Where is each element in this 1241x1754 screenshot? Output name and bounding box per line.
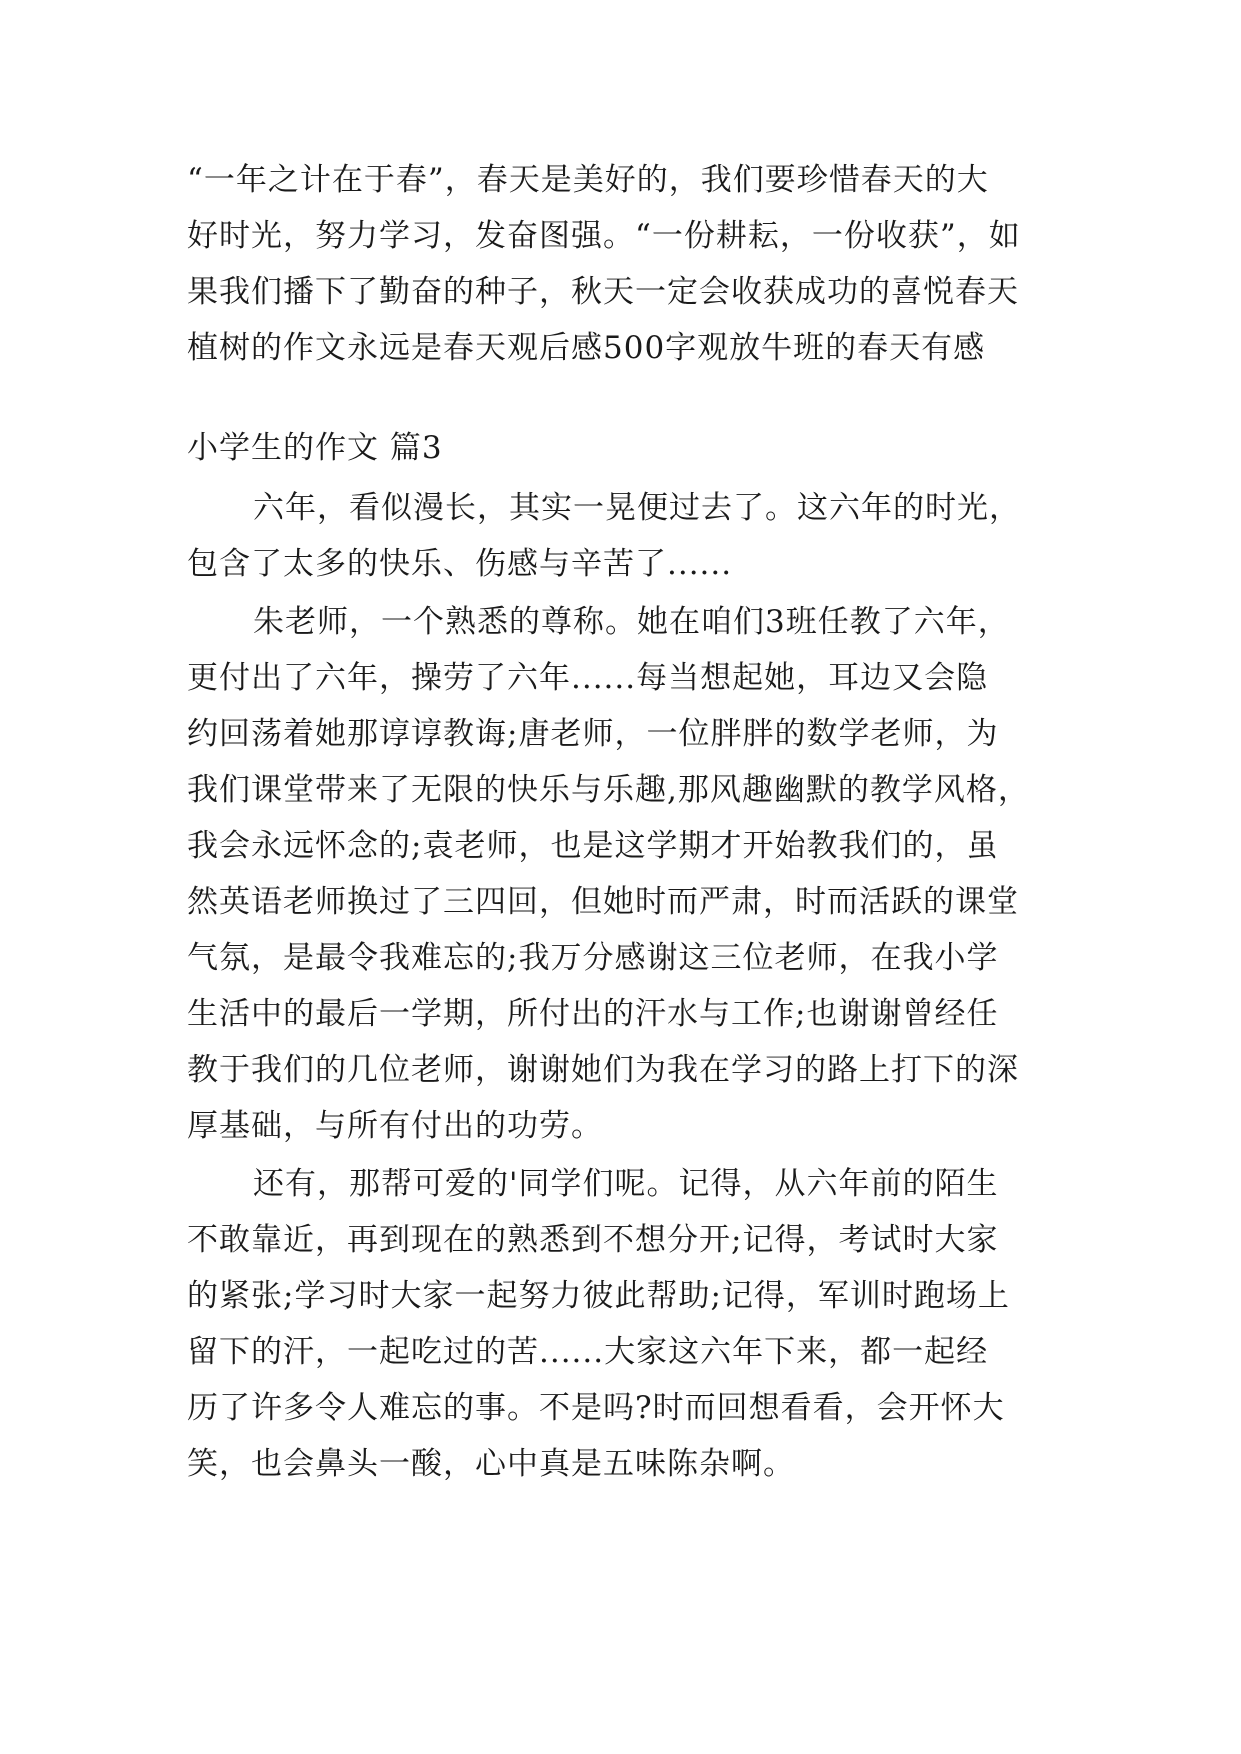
text-line: 还有，那帮可爱的'同学们呢。记得，从六年前的陌生 (253, 1166, 999, 1202)
text-line: 好时光，努力学习，发奋图强。“一份耕耘，一份收获”，如 (187, 218, 1021, 254)
text-line: 约回荡着她那谆谆教诲;唐老师，一位胖胖的数学老师，为 (187, 716, 999, 752)
text-line: 然英语老师换过了三四回，但她时而严肃，时而活跃的课堂 (187, 884, 1019, 920)
text-line: 朱老师，一个熟悉的尊称。她在咱们3班任教了六年， (253, 604, 1010, 640)
text-line: 留下的汗，一起吃过的苦......大家这六年下来，都一起经 (187, 1334, 989, 1370)
section-heading (187, 420, 1067, 476)
text-line: 果我们播下了勤奋的种子，秋天一定会收获成功的喜悦春天 (187, 274, 1019, 310)
text-line: 包含了太多的快乐、伤感与辛苦了...... (187, 546, 733, 582)
text-line: 教于我们的几位老师，谢谢她们为我在学习的路上打下的深 (187, 1052, 1019, 1088)
text-line: 不敢靠近，再到现在的熟悉到不想分开;记得，考试时大家 (187, 1222, 999, 1258)
text-line: 厚基础，与所有付出的功劳。 (187, 1108, 603, 1144)
text-line: 我们课堂带来了无限的快乐与乐趣,那风趣幽默的教学风格， (187, 772, 1030, 808)
text-line: 历了许多令人难忘的事。不是吗?时而回想看看，会开怀大 (187, 1390, 1005, 1426)
text-line: 植树的作文永远是春天观后感500字观放牛班的春天有感 (187, 330, 986, 366)
text-line: 笑，也会鼻头一酸，心中真是五味陈杂啊。 (187, 1446, 795, 1482)
paragraph-3 (187, 1156, 1067, 1492)
text-line: 生活中的最后一学期，所付出的汗水与工作;也谢谢曾经任 (187, 996, 999, 1032)
text-line: “一年之计在于春”，春天是美好的，我们要珍惜春天的大 (187, 162, 989, 198)
section-title-text: 小学生的作文 篇3 (187, 430, 443, 466)
paragraph-2 (187, 594, 1067, 1154)
paragraph-1 (187, 480, 1067, 592)
text-line: 更付出了六年，操劳了六年......每当想起她，耳边又会隐 (187, 660, 989, 696)
text-line: 我会永远怀念的;袁老师，也是这学期才开始教我们的，虽 (187, 828, 999, 864)
document-body (187, 152, 1067, 1492)
intro-paragraph (187, 152, 1067, 376)
text-line: 六年，看似漫长，其实一晃便过去了。这六年的时光， (253, 490, 1021, 526)
text-line: 的紧张;学习时大家一起努力彼此帮助;记得，军训时跑场上 (187, 1278, 1010, 1314)
text-line: 气氛，是最令我难忘的;我万分感谢这三位老师，在我小学 (187, 940, 999, 976)
